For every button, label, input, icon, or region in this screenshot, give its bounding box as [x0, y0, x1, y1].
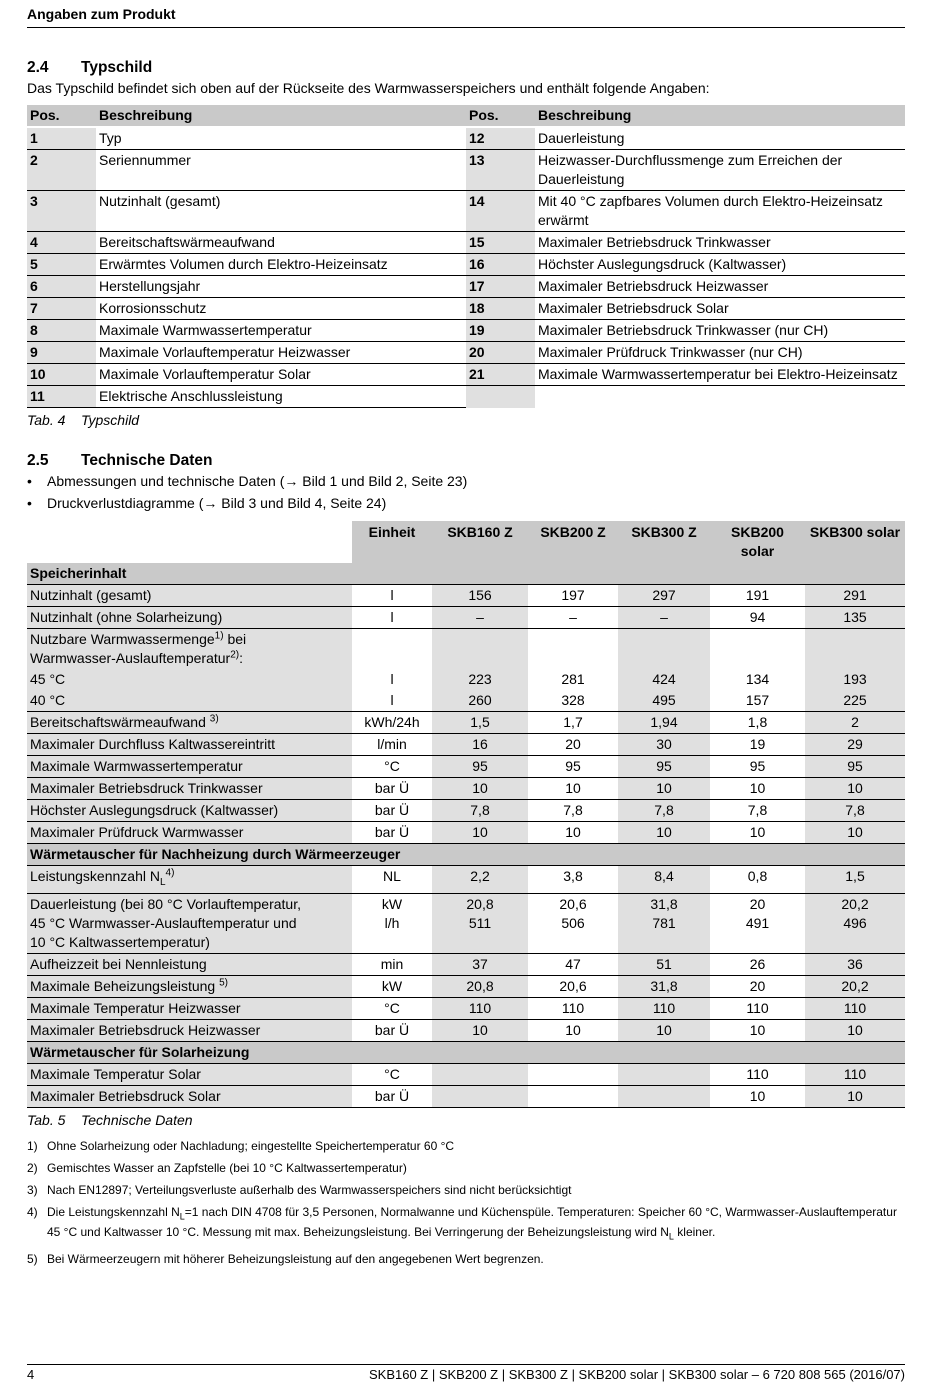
value-cell: 134 [745, 671, 770, 687]
unit-cell: l [352, 690, 432, 712]
value-cell: 20,2 [805, 975, 905, 997]
row-label: Maximaler Betriebsdruck Solar [27, 1085, 352, 1107]
value-cell: 1,94 [618, 712, 710, 734]
value-cell: 328 [528, 690, 618, 712]
table-row [27, 690, 905, 712]
description-cell: Nutzinhalt (gesamt) [96, 191, 466, 232]
table-row [27, 893, 905, 953]
row-label: Nutzbare Warmwassermenge$^{1)}$ bei Warmwasser-Auslauftemperatur$^{2)}$: [27, 629, 352, 670]
reference-link[interactable]: Druckverlustdiagramme (→ Bild 3 und Bild 4, Seite 24) [47, 494, 387, 511]
value-cell: 3,8 [528, 866, 618, 894]
value-cell: 16 [432, 734, 528, 756]
reference-link[interactable]: Abmessungen und technische Daten (→ Bild 1 und Bild 2, Seite 23) [47, 473, 468, 489]
value-cell: 225 [805, 690, 905, 712]
value-cell: 110 [618, 997, 710, 1019]
value-cell: 10 [710, 778, 805, 800]
value-cell: 260 [432, 690, 528, 712]
pos-cell: 8 [27, 320, 96, 342]
value-cell: 95 [710, 756, 805, 778]
value-cell: 10 [432, 822, 528, 844]
pos-cell: 7 [27, 298, 96, 320]
value-cell [528, 1085, 618, 1107]
table-row [27, 298, 905, 320]
row-label: Maximale Beheizungsleistung $^{5)}$ [27, 975, 352, 997]
pos-cell: 20 [466, 342, 535, 364]
value-cell: 10 [528, 1019, 618, 1041]
section-number: 2.4 [27, 59, 49, 76]
unit-cell: bar Ü [352, 800, 432, 822]
value-cell: 19 [710, 734, 805, 756]
unit-cell: min [352, 953, 432, 975]
header-pos: Pos. [27, 105, 96, 127]
value-cell: 10 [432, 778, 528, 800]
table-header-row [27, 105, 905, 127]
pos-cell: 13 [466, 150, 535, 191]
pos-cell: 11 [27, 386, 96, 408]
footnote: 5) Bei Wärmeerzeugern mit höherer Beheizungsleistung auf den angegebenen Wert begrenzen. [27, 1251, 544, 1266]
value-cell: 10 [805, 822, 905, 844]
section-heading: Typschild [81, 59, 153, 76]
table-row [27, 1085, 905, 1107]
row-label: Nutzinhalt (ohne Solarheizung) [27, 607, 352, 629]
table-row [27, 150, 905, 191]
unit-cell: bar Ü [352, 778, 432, 800]
unit-cell: l [352, 607, 432, 629]
value-cell: 10 [805, 1085, 905, 1107]
table-row [27, 734, 905, 756]
unit-cell: °C [352, 1063, 432, 1085]
value-cell: 29 [805, 734, 905, 756]
table-row [27, 276, 905, 298]
description-cell: Maximale Warmwassertemperatur bei Elektro-Heizeinsatz [535, 364, 905, 386]
value-cell [432, 1063, 528, 1085]
value-cell [528, 1063, 618, 1085]
value-cell: 47 [528, 953, 618, 975]
header-skb160z: SKB160 Z [432, 521, 528, 563]
table-row [27, 953, 905, 975]
table-caption [27, 410, 905, 430]
value-cell: 110 [528, 997, 618, 1019]
description-cell: Mit 40 °C zapfbares Volumen durch Elektro-Heizeinsatz erwärmt [535, 191, 905, 232]
value-cell: – [528, 607, 618, 629]
value-cell: 1,5 [805, 866, 905, 894]
bullet-list [27, 471, 905, 514]
row-label: Nutzinhalt (gesamt) [27, 585, 352, 607]
header-skb200z: SKB200 Z [528, 521, 618, 563]
pos-cell: 9 [27, 342, 96, 364]
value-cell: 30 [618, 734, 710, 756]
header-skb200solar: SKB200 solar [710, 521, 805, 563]
value-cell: 20,6 [528, 975, 618, 997]
pos-cell: 3 [27, 191, 96, 232]
table-row [27, 756, 905, 778]
footnote: 2) Gemischtes Wasser an Zapfstelle (bei 10 °C Kaltwassertemperatur) [27, 1160, 407, 1175]
unit-cell: l/min [352, 734, 432, 756]
description-cell: Maximaler Betriebsdruck Trinkwasser (nur CH) [535, 320, 905, 342]
section-title [27, 451, 905, 471]
table-row [27, 386, 905, 408]
value-cell: 7,8 [432, 800, 528, 822]
value-cell [432, 1085, 528, 1107]
value-cell: 51 [618, 953, 710, 975]
value-cell: 20,8 511 [432, 893, 528, 953]
page-header [27, 4, 905, 28]
value-cell: 191 [710, 585, 805, 607]
group-label: Wärmetauscher für Nachheizung durch Wärmeerzeuger [27, 844, 905, 866]
value-cell: 110 [710, 1063, 805, 1085]
value-cell: 10 [710, 1085, 805, 1107]
value-cell: 20 [528, 734, 618, 756]
value-cell: 95 [618, 756, 710, 778]
unit-cell: bar Ü [352, 822, 432, 844]
value-cell: 26 [710, 953, 805, 975]
document-id: SKB160 Z | SKB200 Z | SKB300 Z | SKB200 solar | SKB300 solar – 6 720 808 565 (2016/07) [368, 1367, 905, 1382]
table-row [27, 712, 905, 734]
value-cell: 94 [710, 607, 805, 629]
value-cell: 10 [618, 822, 710, 844]
value-cell: 20,6 506 [528, 893, 618, 953]
row-label: Maximale Temperatur Heizwasser [27, 997, 352, 1019]
row-label: Bereitschaftswärmeaufwand $^{3)}$ [27, 712, 352, 734]
unit-cell: l [352, 585, 432, 607]
unit-cell: NL [352, 866, 432, 894]
pos-cell: 5 [27, 254, 96, 276]
table-row [27, 866, 905, 894]
value-cell: 10 [710, 1019, 805, 1041]
table-caption [27, 1110, 905, 1130]
footnote-ref: 5) [219, 977, 229, 989]
description-cell: Maximaler Betriebsdruck Heizwasser [535, 276, 905, 298]
row-label: Maximaler Betriebsdruck Heizwasser [27, 1019, 352, 1041]
table-row [27, 607, 905, 629]
value-cell: 135 [805, 607, 905, 629]
caption-label: Tab. 5 [27, 1111, 66, 1128]
footnote: 4) Die Leistungskennzahl $N_L=1$ nach DIN 4708 für 3,5 Personen, Normalwanne und Küchenspüle. Temperaturen: Speicher 60 °C, Warmwasser-Auslauftemperatur 45 °C und Kaltwasser 10 °C. Messung mit max. Beheizungsleistung. Bei Verringerung der Beheizungsleistung wird $N_L$ kleiner. [27, 1204, 897, 1242]
pos-cell [466, 386, 535, 408]
value-cell: 197 [528, 585, 618, 607]
row-label: Dauerleistung (bei 80 °C Vorlauftemperatur, 45 °C Warmwasser-Auslauftemperatur und 10 °C Kaltwassertemperatur) [27, 893, 352, 953]
value-cell: 297 [618, 585, 710, 607]
page-footer [27, 1364, 905, 1385]
value-cell: 20 491 [710, 893, 805, 953]
value-cell: 10 [528, 822, 618, 844]
section-intro: Das Typschild befindet sich oben auf der Rückseite des Warmwasserspeichers und enthält folgende Angaben: [27, 80, 710, 96]
description-cell: Typ [96, 127, 466, 150]
description-cell: Maximaler Betriebsdruck Solar [535, 298, 905, 320]
value-cell: 10 [805, 778, 905, 800]
value-cell: 1,8 [710, 712, 805, 734]
value-cell: 110 [805, 997, 905, 1019]
table-header-row [27, 521, 905, 563]
page-number: 4 [27, 1367, 35, 1382]
table-row [27, 585, 905, 607]
value-cell: 1,7 [528, 712, 618, 734]
pos-cell: 21 [466, 364, 535, 386]
value-cell: 7,8 [618, 800, 710, 822]
footnotes [27, 1138, 905, 1267]
list-item: • Abmessungen und technische Daten (→ Bild 1 und Bild 2, Seite 23) [27, 471, 905, 493]
header-blank [27, 521, 352, 563]
table-row [27, 320, 905, 342]
header-skb300z: SKB300 Z [618, 521, 710, 563]
footnote-ref: 2) [230, 649, 240, 661]
group-row [27, 844, 905, 866]
value-cell: 95 [528, 756, 618, 778]
value-cell: 10 [618, 1019, 710, 1041]
value-cell [618, 1085, 710, 1107]
value-cell: 291 [805, 585, 905, 607]
value-cell: 495 [618, 690, 710, 712]
description-cell: Maximaler Betriebsdruck Trinkwasser [535, 232, 905, 254]
description-cell: Maximale Vorlauftemperatur Solar [96, 364, 466, 386]
row-label: 40 °C [27, 690, 352, 712]
value-cell: 10 [618, 778, 710, 800]
unit-cell: °C [352, 997, 432, 1019]
row-label: 45 °C [27, 669, 352, 690]
group-row [27, 1041, 905, 1063]
description-cell: Maximale Vorlauftemperatur Heizwasser [96, 342, 466, 364]
caption-text: Typschild [81, 412, 140, 428]
table-row [27, 975, 905, 997]
caption-label: Tab. 4 [27, 412, 66, 428]
pos-cell: 4 [27, 232, 96, 254]
table-row [27, 191, 905, 232]
row-label: Leistungskennzahl $N_L^{4)}$ [27, 866, 352, 894]
value-cell: – [432, 607, 528, 629]
row-label: Maximaler Prüfdruck Warmwasser [27, 822, 352, 844]
value-cell [618, 1063, 710, 1085]
value-cell: 20,8 [432, 975, 528, 997]
section-technische-daten [27, 451, 905, 1273]
value-cell: 20,2 496 [805, 893, 905, 953]
group-row [27, 563, 905, 585]
value-cell: 95 [805, 756, 905, 778]
table-row [27, 629, 905, 670]
pos-cell: 12 [466, 127, 535, 150]
value-cell: 10 [805, 1019, 905, 1041]
unit-cell: bar Ü [352, 1085, 432, 1107]
typschild-table [27, 105, 905, 408]
description-cell: Höchster Auslegungsdruck (Kaltwasser) [535, 254, 905, 276]
description-cell: Elektrische Anschlussleistung [96, 386, 466, 408]
description-cell: Maximaler Prüfdruck Trinkwasser (nur CH) [535, 342, 905, 364]
table-row [27, 1063, 905, 1085]
value-cell: 0,8 [710, 866, 805, 894]
footnote-ref: 4) [165, 867, 175, 879]
value-cell: 37 [432, 953, 528, 975]
pos-cell: 18 [466, 298, 535, 320]
unit-cell: kW l/h [352, 893, 432, 953]
pos-cell: 10 [27, 364, 96, 386]
description-cell [535, 386, 905, 408]
value-cell: 10 [528, 778, 618, 800]
pos-cell: 17 [466, 276, 535, 298]
row-label: Aufheizzeit bei Nennleistung [27, 953, 352, 975]
value-cell: 193 [805, 669, 905, 690]
group-label: Wärmetauscher für Solarheizung [27, 1041, 905, 1063]
footnote-ref: 3) [209, 713, 219, 725]
value-cell: 223 [432, 669, 528, 690]
value-cell: 31,8 [618, 975, 710, 997]
value-cell: 157 [710, 690, 805, 712]
table-row [27, 778, 905, 800]
list-item: • Druckverlustdiagramme (→ Bild 3 und Bild 4, Seite 24) [27, 493, 905, 515]
value-cell: 8,4 [618, 866, 710, 894]
value-cell: 7,8 [710, 800, 805, 822]
technische-daten-table [27, 521, 905, 1108]
value-cell: 1,5 [432, 712, 528, 734]
value-cell: 31,8 781 [618, 893, 710, 953]
table-row [27, 822, 905, 844]
pos-cell: 19 [466, 320, 535, 342]
value-cell: 281 [561, 671, 585, 687]
footnote-ref: 1) [214, 630, 224, 642]
description-cell: Bereitschaftswärmeaufwand [96, 232, 466, 254]
pos-cell: 2 [27, 150, 96, 191]
row-label: Maximale Temperatur Solar [27, 1063, 352, 1085]
header-beschreibung: Beschreibung [535, 105, 905, 127]
header-pos: Pos. [466, 105, 535, 127]
pos-cell: 15 [466, 232, 535, 254]
description-cell: Korrosionsschutz [96, 298, 466, 320]
table-row [27, 127, 905, 150]
table-row [27, 997, 905, 1019]
table-row [27, 254, 905, 276]
unit-cell: bar Ü [352, 1019, 432, 1041]
pos-cell: 6 [27, 276, 96, 298]
section-title [27, 58, 905, 78]
header-title: Angaben zum Produkt [27, 6, 176, 22]
row-label: Höchster Auslegungsdruck (Kaltwasser) [27, 800, 352, 822]
value-cell: 110 [432, 997, 528, 1019]
description-cell: Maximale Warmwassertemperatur [96, 320, 466, 342]
section-typschild [27, 58, 905, 430]
unit-cell: °C [352, 756, 432, 778]
value-cell: 36 [805, 953, 905, 975]
value-cell: 110 [710, 997, 805, 1019]
section-heading: Technische Daten [81, 452, 213, 469]
section-number: 2.5 [27, 452, 49, 469]
caption-text: Technische Daten [81, 1111, 193, 1128]
value-cell: 110 [805, 1063, 905, 1085]
row-label: Maximaler Durchfluss Kaltwassereintritt [27, 734, 352, 756]
header-skb300solar: SKB300 solar [805, 521, 905, 563]
description-cell: Erwärmtes Volumen durch Elektro-Heizeinsatz [96, 254, 466, 276]
pos-cell: 14 [466, 191, 535, 232]
value-cell: – [618, 607, 710, 629]
table-row [27, 364, 905, 386]
value-cell: 2,2 [432, 866, 528, 894]
description-cell: Seriennummer [96, 150, 466, 191]
table-row [27, 800, 905, 822]
header-einheit: Einheit [352, 521, 432, 563]
group-label: Speicherinhalt [27, 563, 905, 585]
unit-cell: kWh/24h [352, 712, 432, 734]
value-cell: 156 [432, 585, 528, 607]
value-cell: 10 [432, 1019, 528, 1041]
value-cell: 424 [618, 669, 710, 690]
value-cell: 10 [710, 822, 805, 844]
table-row [27, 1019, 905, 1041]
table-row [27, 342, 905, 364]
table-row [27, 232, 905, 254]
value-cell: 7,8 [528, 800, 618, 822]
value-cell: 2 [805, 712, 905, 734]
footnote: 3) Nach EN12897; Verteilungsverluste außerhalb des Warmwasserspeichers sind nicht berücksichtigt [27, 1182, 572, 1197]
value-cell: 95 [432, 756, 528, 778]
value-cell: 20 [710, 975, 805, 997]
description-cell: Heizwasser-Durchflussmenge zum Erreichen der Dauerleistung [535, 150, 905, 191]
table-row [27, 669, 905, 690]
pos-cell: 16 [466, 254, 535, 276]
value-cell: 7,8 [805, 800, 905, 822]
unit-cell: kW [352, 975, 432, 997]
unit-cell: l [390, 671, 394, 687]
description-cell: Dauerleistung [535, 127, 905, 150]
footnote: 1) Ohne Solarheizung oder Nachladung; eingestellte Speichertemperatur 60 °C [27, 1138, 455, 1153]
pos-cell: 1 [27, 127, 96, 150]
row-label: Maximaler Betriebsdruck Trinkwasser [27, 778, 352, 800]
description-cell: Herstellungsjahr [96, 276, 466, 298]
header-beschreibung: Beschreibung [96, 105, 466, 127]
row-label: Maximale Warmwassertemperatur [27, 756, 352, 778]
